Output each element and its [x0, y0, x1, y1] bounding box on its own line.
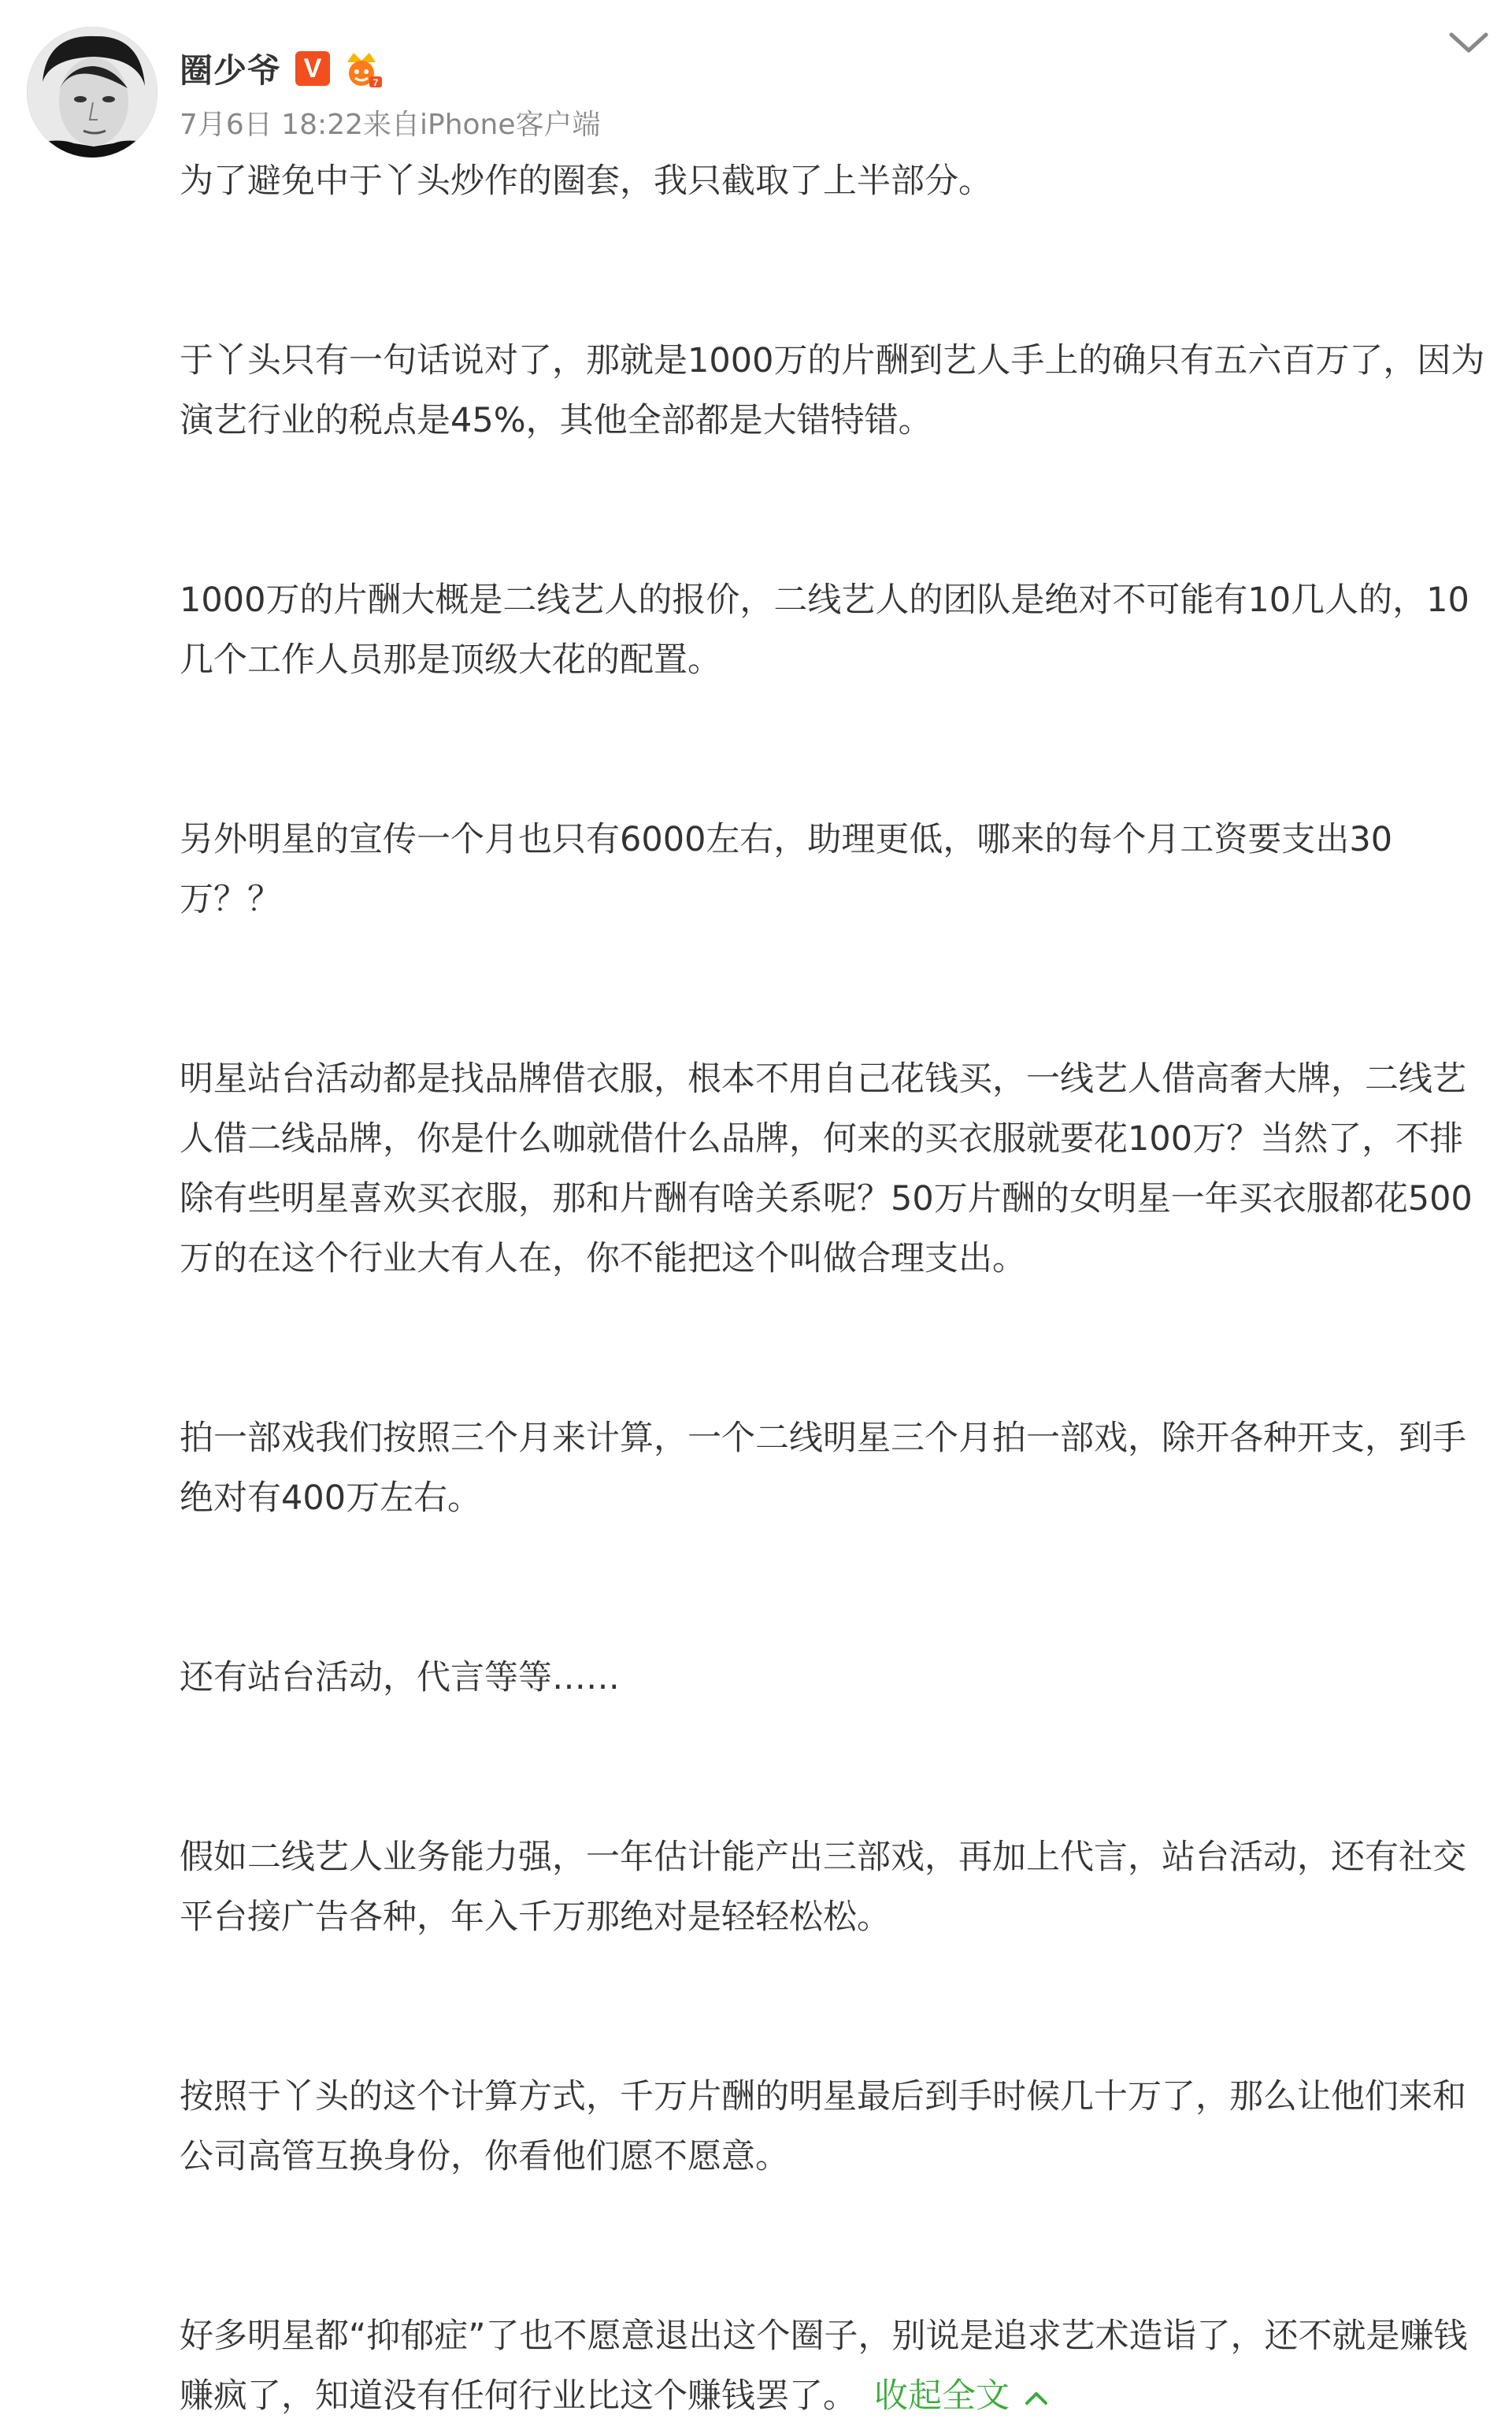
paragraph: 另外明星的宣传一个月也只有6000左右，助理更低，哪来的每个月工资要支出30万？？ [180, 820, 1393, 919]
chevron-down-icon[interactable] [1445, 24, 1492, 63]
post-content [180, 151, 1487, 2426]
avatar-portrait-icon [27, 27, 158, 158]
post-meta [180, 102, 601, 143]
verified-badge-icon: V [295, 51, 330, 86]
paragraph: 于丫头只有一句话说对了，那就是1000万的片酬到艺人手上的确只有五六百万了，因为演艺行业的税点是45%，其他全部都是大错特错。 [180, 341, 1485, 440]
paragraph: 1000万的片酬大概是二线艺人的报价，二线艺人的团队是绝对不可能有10几人的，10几个工作人员那是顶级大花的配置。 [180, 581, 1469, 680]
username[interactable]: 圈少爷 [180, 51, 282, 90]
paragraph-text: 好多明星都“抑郁症”了也不愿意退出这个圈子，别说是追求艺术造诣了，还不就是赚钱赚疯了，知道没有任何行业比这个赚钱罢了。 [180, 2317, 1468, 2416]
post-header [180, 41, 384, 96]
paragraph: 为了避免中于丫头炒作的圈套，我只截取了上半部分。 [180, 161, 992, 201]
chevron-up-icon [1022, 2389, 1051, 2408]
avatar[interactable] [27, 27, 158, 158]
paragraph: 还有站台活动，代言等等…… [180, 1658, 620, 1697]
paragraph-last [180, 2306, 1487, 2426]
post-source: 来自iPhone客户端 [363, 109, 601, 141]
svg-text:7: 7 [372, 77, 379, 88]
paragraph: 假如二线艺人业务能力强，一年估计能产出三部戏，再加上代言，站台活动，还有社交平台接广告各种，年入千万那绝对是轻轻松松。 [180, 1838, 1466, 1937]
weibo-vip-crown-icon[interactable] [339, 46, 384, 91]
collapse-full-text-link[interactable] [874, 2376, 1051, 2416]
post-date[interactable]: 7月6日 18:22 [180, 109, 363, 141]
paragraph: 明星站台活动都是找品牌借衣服，根本不用自己花钱买，一线艺人借高奢大牌，二线艺人借二线品牌，你是什么咖就借什么品牌，何来的买衣服就要花100万？当然了，不排除有些明星喜欢买衣服，那和片酬有啥关系呢？50万片酬的女明星一年买衣服都花500万的在这个行业大有人在，你不能把这个叫做合理支出。 [180, 1059, 1473, 1278]
paragraph: 按照于丫头的这个计算方式，千万片酬的明星最后到手时候几十万了，那么让他们来和公司高管互换身份，你看他们愿不愿意。 [180, 2077, 1466, 2176]
collapse-label: 收起全文 [874, 2376, 1010, 2416]
paragraph: 拍一部戏我们按照三个月来计算，一个二线明星三个月拍一部戏，除开各种开支，到手绝对有400万左右。 [180, 1419, 1466, 1518]
